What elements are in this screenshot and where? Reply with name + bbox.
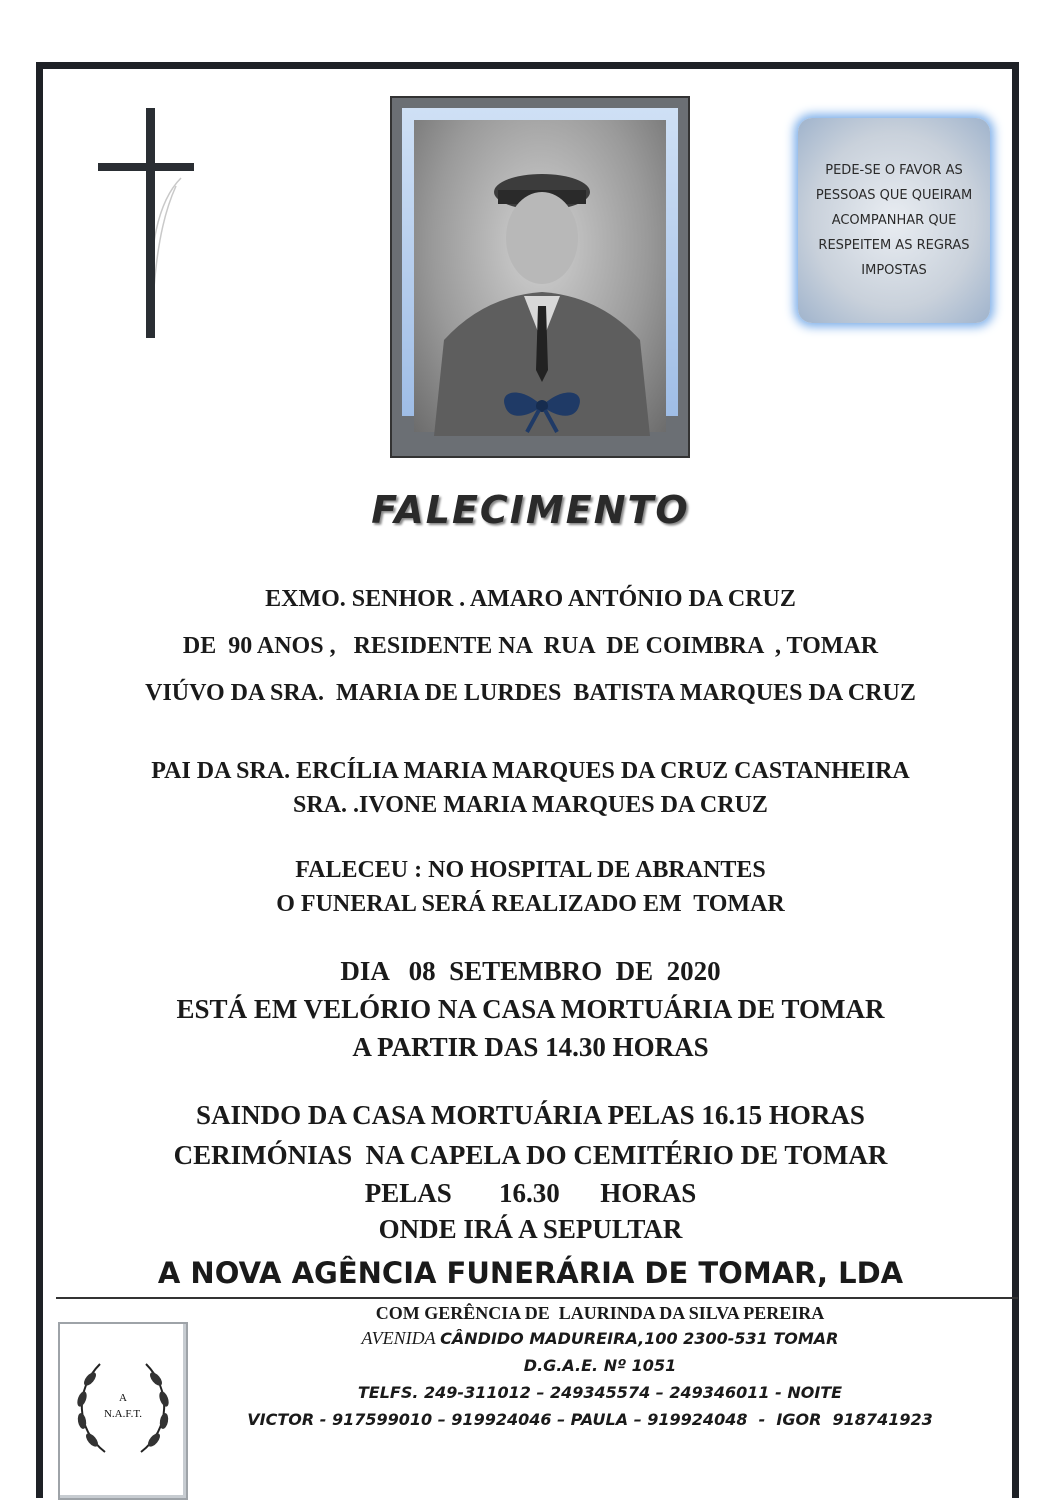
father-line-2: SRA. .IVONE MARIA MARQUES DA CRUZ (293, 792, 768, 818)
notice-box: PEDE-SE O FAVOR AS PESSOAS QUE QUEIRAM ACOMPANHAR QUE RESPEITEM AS REGRAS IMPOSTAS (798, 118, 990, 323)
ribbon-bow-icon (497, 384, 587, 434)
father-line-1: PAI DA SRA. ERCÍLIA MARIA MARQUES DA CRUZ CASTANHEIRA (151, 758, 910, 784)
death-place-line: FALECEU : NO HOSPITAL DE ABRANTES (295, 857, 766, 883)
agency-management: COM GERÊNCIA DE LAURINDA DA SILVA PEREIRA (375, 1303, 825, 1323)
agency-name: A NOVA AGÊNCIA FUNERÁRIA DE TOMAR, LDA (157, 1256, 904, 1290)
divider (56, 1297, 1018, 1299)
agency-night-contacts: VICTOR - 917599010 – 919924046 – PAULA – 919924048 - IGOR 918741923 (247, 1410, 933, 1429)
agency-license: D.G.A.E. Nº 1051 (523, 1356, 677, 1375)
agency-address (190, 1328, 1010, 1349)
name-line: EXMO. SENHOR . AMARO ANTÓNIO DA CRUZ (265, 586, 796, 612)
page-title: FALECIMENTO (371, 488, 690, 532)
wake-line: ESTÁ EM VELÓRIO NA CASA MORTUÁRIA DE TOMAR (176, 994, 885, 1024)
agency-phones: TELFS. 249-311012 – 249345574 – 249346011 - NOITE (357, 1383, 843, 1402)
ceremony-line: CERIMÓNIAS NA CAPELA DO CEMITÉRIO DE TOMAR (173, 1140, 888, 1170)
widower-line: VIÚVO DA SRA. MARIA DE LURDES BATISTA MARQUES DA CRUZ (145, 680, 916, 706)
logo-initials: N.A.F.T. (103, 1408, 143, 1420)
agency-logo (58, 1322, 188, 1500)
logo-letter: A (119, 1392, 127, 1404)
leaving-line: SAINDO DA CASA MORTUÁRIA PELAS 16.15 HORAS (196, 1100, 865, 1130)
ceremony-time-line: PELAS 16.30 HORAS (364, 1178, 697, 1208)
cross-icon (96, 108, 196, 338)
wake-time-line: A PARTIR DAS 14.30 HORAS (352, 1032, 709, 1062)
date-line: DIA 08 SETEMBRO DE 2020 (340, 956, 721, 986)
burial-line: ONDE IRÁ A SEPULTAR (378, 1214, 683, 1244)
memorial-portrait (390, 96, 690, 458)
funeral-place-line: O FUNERAL SERÁ REALIZADO EM TOMAR (276, 891, 785, 917)
address-text: CÂNDIDO MADUREIRA,100 2300-531 TOMAR (440, 1329, 839, 1348)
address-prefix: AVENIDA (361, 1328, 436, 1348)
age-residence-line: DE 90 ANOS , RESIDENTE NA RUA DE COIMBRA , TOMAR (182, 633, 879, 659)
